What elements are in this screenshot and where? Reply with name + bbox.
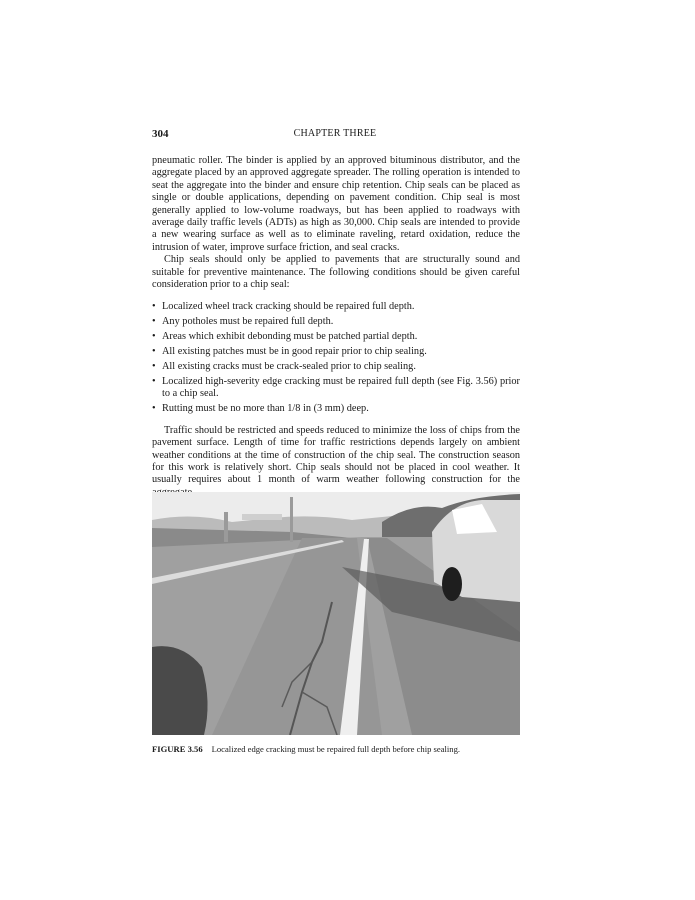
list-item: • Any potholes must be repaired full depth. xyxy=(152,316,334,328)
list-item: • All existing cracks must be crack-sealed prior to chip sealing. xyxy=(152,361,416,373)
list-item: • Rutting must be no more than 1/8 in (3 mm) deep. xyxy=(152,403,369,415)
bullet-icon: • xyxy=(152,331,156,343)
bullet-icon: • xyxy=(152,403,156,415)
body-text xyxy=(152,155,520,499)
running-head: CHAPTER THREE xyxy=(293,128,377,139)
bullet-icon: • xyxy=(152,346,156,358)
paragraph: Traffic should be restricted and speeds reduced to minimize the loss of chips from the pavement surface. Length of time for traffic restrictions depends largely on ambient weather conditions at the time of construction of the chip seal. The construction season for this work is relatively short. Chip seals should not be placed in cool weather. It usually requires about 1 month of warm weather following construction for the xyxy=(152,424,520,486)
bullet-icon: • xyxy=(152,361,156,373)
list-item: • Localized wheel track cracking should be repaired full depth. xyxy=(152,301,415,313)
figure-label: FIGURE 3.56 xyxy=(152,744,203,754)
paragraph: Chip seals should only be applied to pavements that are structurally sound and suitable for preventive maintenance. The following conditions should be given careful consideration prior to a chip seal: xyxy=(152,254,520,291)
bullet-icon: • xyxy=(152,301,156,313)
bullet-icon: • xyxy=(152,316,156,328)
bullet-icon: • xyxy=(152,376,156,387)
figure-caption xyxy=(152,744,460,754)
list-item: • All existing patches must be in good repair prior to chip sealing. xyxy=(152,346,427,358)
paragraph: pneumatic roller. The binder is applied by an approved bituminous distributor, and the aggregate placed by an approved aggregate spreader. The rolling operation is intended to seat the aggregate into the binder and ensure chip retention. Chip seals can be placed as single or double applications, depending on pavement condition. Chip seal is most generally applied to low-volume roadways, but has been applied to roadways with average daily traffic levels (ADTs) as high as 30,000. Chip seals are intended to provide a new wearing surface as well as to eliminate raveling, retard oxidation, reduce the intrusion of water, improve surface friction, and seal cracks. xyxy=(152,155,520,253)
list-item: • Localized high-severity edge cracking must be repaired full depth (see Fig. 3.56) prior to a chip seal. xyxy=(152,376,520,400)
caption-text: Localized edge cracking must be repaired full depth before chip sealing. xyxy=(211,744,461,754)
conditions-list xyxy=(152,301,520,415)
list-item: • Areas which exhibit debonding must be patched partial depth. xyxy=(152,331,418,343)
page-number: 304 xyxy=(152,128,169,140)
road-photo xyxy=(152,492,520,735)
